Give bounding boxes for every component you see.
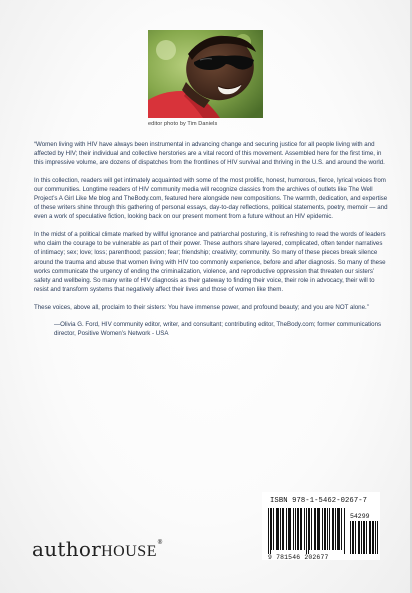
barcode-bar	[329, 508, 330, 550]
barcode-bar	[322, 508, 323, 550]
barcode-bar	[350, 521, 351, 554]
barcode-bar	[339, 508, 340, 550]
barcode-bar	[288, 508, 289, 550]
barcode-bar	[293, 508, 294, 550]
barcode-bar	[277, 508, 278, 550]
barcode-bar	[366, 521, 367, 554]
blurb-text	[34, 140, 389, 347]
barcode-bar	[372, 521, 373, 554]
barcode-bar	[315, 508, 316, 550]
barcode-bar	[318, 508, 319, 550]
publisher-logo	[32, 537, 163, 561]
barcode-bar	[352, 521, 353, 554]
barcode-bar	[375, 521, 376, 554]
barcode-bar	[280, 508, 281, 550]
barcode-bar	[325, 508, 326, 550]
barcode-bar	[363, 521, 364, 554]
barcode-bar	[369, 521, 370, 554]
barcode-bar	[314, 508, 315, 550]
barcode-bar	[327, 508, 328, 550]
barcode-bar	[286, 508, 287, 550]
publisher-name-author: author	[32, 537, 102, 561]
blurb-paragraph-4: These voices, above all, proclaim to their sisters: You have immense power, and profound beauty; and you are NOT alone.”	[34, 303, 369, 311]
barcode-bar	[319, 508, 320, 550]
isbn-barcode	[268, 508, 346, 554]
barcode-bar	[344, 508, 345, 554]
barcode-bar	[290, 508, 291, 550]
barcode-bar	[271, 508, 272, 550]
barcode-bar	[308, 508, 309, 554]
isbn-label: ISBN 978-1-5462-0267-7	[270, 497, 368, 505]
barcode-bar	[317, 508, 318, 550]
barcode-bar	[273, 508, 274, 550]
barcode-bar	[301, 508, 302, 550]
barcode-bar	[283, 508, 284, 550]
publisher-name-house: HOUSE	[101, 543, 157, 560]
barcode-bar	[289, 508, 290, 550]
barcode-bar	[364, 521, 365, 554]
barcode-bar	[333, 508, 334, 550]
ean-digits: 9 781546 202677	[268, 554, 329, 561]
barcode-bar	[337, 508, 338, 550]
blurb-paragraph-2: In this collection, readers will get intimately acquainted with some of the most prolific, honest, humorous, fierce, lyrical voices from our communities. Longtime readers of HIV community media will recognize classics from the archives of outlets like The Well Project’s A Girl Like Me blog and TheBody.com, featured here alongside new compositions. The warmth, dedication, and expertise of these writers shine through this gathering of personal essays, day-to-day reflections, political statements, poetry, memoir — and even a work of speculative fiction, looking back on our present moment from a future without an HIV epidemic.	[34, 177, 388, 221]
barcode-bar	[282, 508, 283, 550]
barcode-bar	[359, 521, 360, 554]
barcode-bar	[361, 521, 362, 554]
barcode-bar	[298, 508, 299, 550]
barcode-bar	[377, 521, 378, 554]
barcode-bar	[270, 508, 271, 554]
barcode-bar	[373, 521, 374, 554]
barcode-bar	[324, 508, 325, 550]
price-code: 54299	[350, 513, 370, 520]
price-barcode	[350, 521, 380, 554]
barcode-bar	[338, 508, 339, 550]
barcode-bar	[332, 508, 333, 550]
blurb-signature: —Olivia G. Ford, HIV community editor, writer, and consultant; contributing editor, TheBody.com; former communications director, Positive Women’s Network - USA	[54, 320, 382, 337]
barcode-bar	[278, 508, 279, 550]
barcode-bar	[276, 508, 277, 550]
editor-photo	[148, 30, 263, 118]
barcode-bar	[309, 508, 310, 550]
photo-credit: editor photo by Tim Daniels	[148, 121, 218, 127]
barcode-bar	[353, 521, 354, 554]
barcode-bar	[306, 508, 307, 554]
barcode-bar	[355, 521, 356, 554]
barcode-bar	[341, 508, 342, 550]
barcode-bar	[335, 508, 336, 550]
registered-mark: ®	[156, 539, 164, 546]
blurb-paragraph-1: “Women living with HIV have always been instrumental in advancing change and securing justice for all people living with and affected by HIV; their individual and collective herstories are a vital record of this movement. Assembled here for the first time, in this impressive volume, are dozens of dispatches from the frontlines of HIV survival and thriving in the U.S. and around the world.	[34, 141, 385, 167]
barcode-bar	[295, 508, 296, 550]
barcode-bar	[370, 521, 371, 554]
barcode-bar	[304, 508, 305, 550]
barcode-bar	[311, 508, 312, 550]
blurb-paragraph-3: In the midst of a political climate marked by willful ignorance and patriarchal posturing, it is refreshing to read the words of leaders who claim the courage to be vulnerable as part of their power. These authors share layered, complicated, often tender narratives of intimacy; sex; love; loss; parenthood; passion; fear; friendship; creativity; community. So many of these pieces break silence around the trauma and abuse that women living with HIV too commonly experience, before and after diagnosis. So many of these works communicate the urgency of ending the criminalization, violence, and reproductive oppression that threaten our sisters’ safety and wellbeing. So many write of HIV diagnosis as their gateway to finding their voice, their role in advocacy, their will to resist and transform systems that negatively affect their lives and those of women like them.	[34, 231, 386, 293]
barcode-bar	[358, 521, 359, 554]
barcode-bar	[268, 508, 269, 554]
barcode-bar	[300, 508, 301, 550]
barcode-bar	[297, 508, 298, 550]
